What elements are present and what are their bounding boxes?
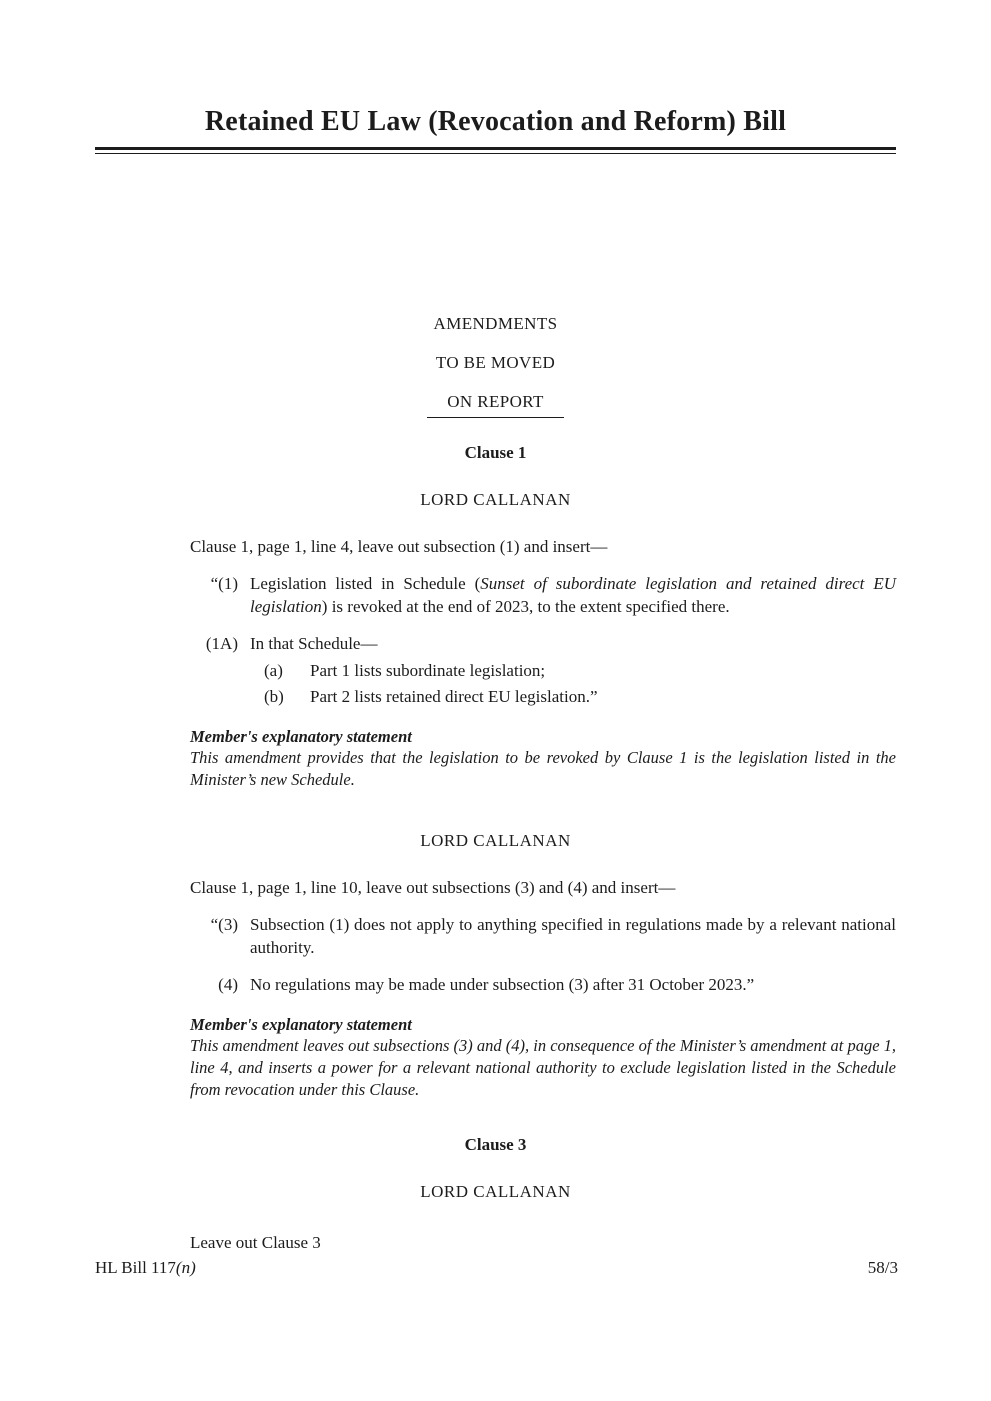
clause-1-heading: Clause 1 xyxy=(464,443,527,462)
amendments-heading-block xyxy=(95,314,896,418)
item-number: “(3) xyxy=(210,915,238,935)
explanatory-statement-text: This amendment provides that the legislation to be revoked by Clause 1 is the legislation listed in the Minister’s new Schedule. xyxy=(190,748,896,790)
item-number: “(1) xyxy=(210,574,238,594)
amendments-heading-line2: TO BE MOVED xyxy=(435,353,556,372)
amendment-1-intro: Clause 1, page 1, line 4, leave out subsection (1) and insert— xyxy=(190,537,608,556)
footer-page-number: 58/3 xyxy=(867,1258,898,1277)
explanatory-statement-heading: Member's explanatory statement xyxy=(190,726,412,746)
amendment-2-block xyxy=(190,877,896,1101)
sponsor-name-1: LORD CALLANAN xyxy=(420,490,571,509)
title-rule-thick xyxy=(95,147,896,150)
amendment-item xyxy=(190,914,896,959)
amendments-heading-line3: ON REPORT xyxy=(427,392,564,418)
sub-item xyxy=(264,686,896,708)
sub-item-number: (a) xyxy=(264,660,283,680)
footer-bill-number: HL Bill 117(n) xyxy=(95,1258,196,1277)
clause-3-heading: Clause 3 xyxy=(464,1134,527,1154)
amendment-1-block xyxy=(190,536,896,791)
item-text: Subsection (1) does not apply to anything specified in regulations made by a relevant national authority. xyxy=(250,915,896,957)
bill-title: Retained EU Law (Revocation and Reform) Bill xyxy=(204,106,787,137)
sub-item-text: Part 1 lists subordinate legislation; xyxy=(310,660,546,680)
title-rule-thin xyxy=(95,153,896,154)
item-number: (1A) xyxy=(205,634,238,654)
clause-3-directive: Leave out Clause 3 xyxy=(190,1232,321,1252)
item-number: (4) xyxy=(218,975,238,995)
sponsor-name-3: LORD CALLANAN xyxy=(420,1181,571,1201)
sub-item xyxy=(264,660,896,682)
sponsor-name-2: LORD CALLANAN xyxy=(420,830,571,850)
explanatory-statement-text: This amendment leaves out subsections (3) and (4), in consequence of the Minister’s amendment at page 1, line 4, and inserts a power for a relevant national authority to exclude legislation listed in the Schedule from revocation under this Clause. xyxy=(190,1036,897,1099)
item-text: In that Schedule— xyxy=(250,634,378,654)
sub-item-number: (b) xyxy=(264,687,284,707)
page-footer xyxy=(95,1258,898,1278)
item-text: No regulations may be made under subsection (3) after 31 October 2023.” xyxy=(250,975,755,995)
amendment-2-intro: Clause 1, page 1, line 10, leave out subsections (3) and (4) and insert— xyxy=(190,877,676,897)
item-text: Legislation listed in Schedule (Sunset of subordinate legislation and retained direct EU legislation) is revoked at the end of 2023, to the extent specified there. xyxy=(250,574,896,616)
amendments-heading-line1: AMENDMENTS xyxy=(433,314,558,333)
amendment-item xyxy=(190,974,896,996)
sub-item-text: Part 2 lists retained direct EU legislation.” xyxy=(310,687,598,707)
explanatory-statement-heading: Member's explanatory statement xyxy=(190,1014,412,1034)
amendment-item xyxy=(190,573,896,618)
amendment-item xyxy=(190,633,896,655)
